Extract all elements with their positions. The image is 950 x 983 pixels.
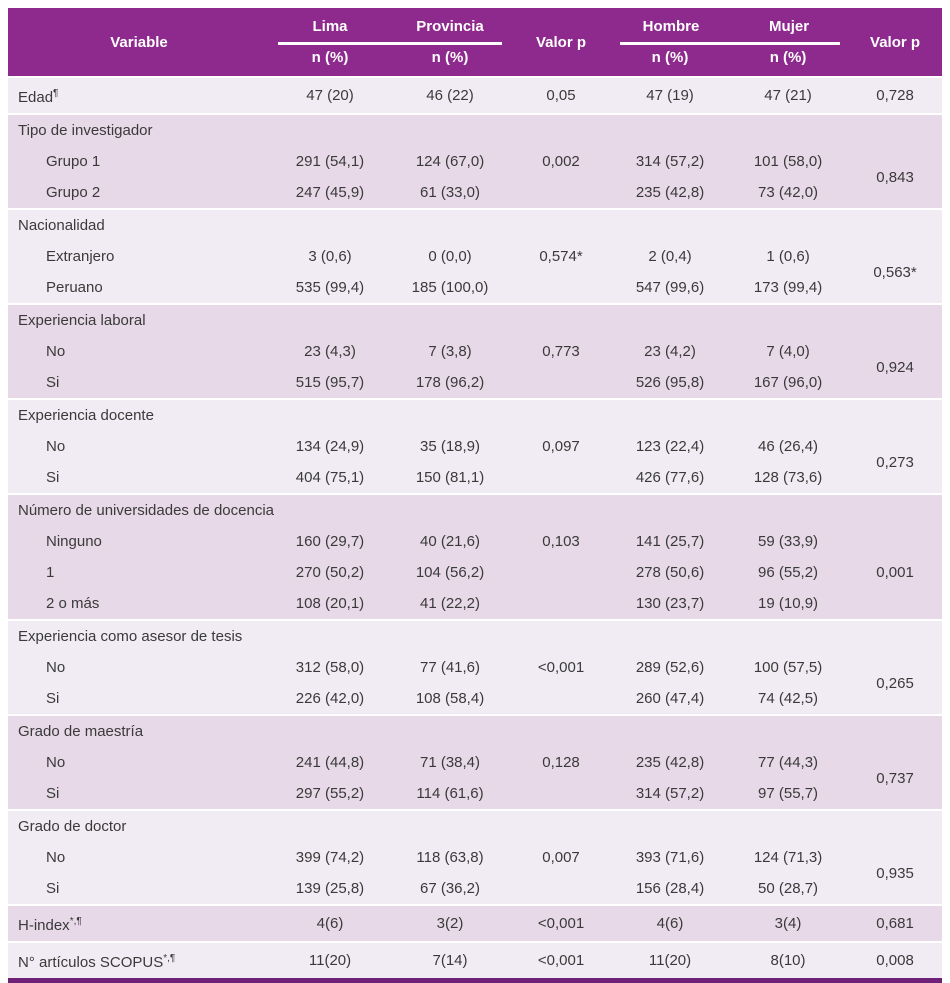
section-header-row [8, 304, 942, 336]
cell-mujer: 167 (96,0) [728, 367, 848, 399]
header-row-groups [8, 8, 942, 45]
row-label [8, 905, 270, 942]
cell-valor-p-1 [510, 177, 612, 209]
header-group-hombre-mujer [612, 8, 848, 45]
cell-provincia: 71 (38,4) [390, 747, 510, 778]
cell-valor-p-1: 0,773 [510, 336, 612, 367]
cell-valor-p-2: 0,008 [848, 942, 942, 981]
row-label: Si [8, 873, 270, 905]
section-label: Número de universidades de docencia [8, 494, 942, 526]
cell-valor-p-1: 0,574* [510, 241, 612, 272]
cell-mujer: 1 (0,6) [728, 241, 848, 272]
cell-provincia: 67 (36,2) [390, 873, 510, 905]
cell-lima: 108 (20,1) [270, 588, 390, 620]
cell-mujer: 128 (73,6) [728, 462, 848, 494]
cell-hombre: 393 (71,6) [612, 842, 728, 873]
table-row [8, 747, 942, 778]
cell-mujer: 96 (55,2) [728, 557, 848, 588]
header-group-lima-provincia [270, 8, 510, 45]
section-experiencia-docente [8, 399, 942, 494]
table-row [8, 77, 942, 114]
cell-lima: 270 (50,2) [270, 557, 390, 588]
row-label: No [8, 431, 270, 462]
cell-hombre: 2 (0,4) [612, 241, 728, 272]
row-label [8, 77, 270, 114]
cell-lima: 515 (95,7) [270, 367, 390, 399]
cell-hombre: 314 (57,2) [612, 778, 728, 810]
cell-provincia: 35 (18,9) [390, 431, 510, 462]
section-header-row [8, 209, 942, 241]
section-tipo-de-investigador [8, 114, 942, 209]
cell-mujer: 97 (55,7) [728, 778, 848, 810]
table-header [8, 8, 942, 77]
cell-valor-p-2: 0,728 [848, 77, 942, 114]
table-row [8, 146, 942, 177]
cell-lima: 47 (20) [270, 77, 390, 114]
table-row [8, 462, 942, 494]
cell-provincia: 114 (61,6) [390, 778, 510, 810]
cell-hombre: 23 (4,2) [612, 336, 728, 367]
row-label: Ninguno [8, 526, 270, 557]
table-row [8, 367, 942, 399]
cell-lima: 535 (99,4) [270, 272, 390, 304]
section-experiencia-asesor-tesis [8, 620, 942, 715]
cell-hombre: 130 (23,7) [612, 588, 728, 620]
section-header-row [8, 114, 942, 146]
cell-lima: 139 (25,8) [270, 873, 390, 905]
cell-provincia: 41 (22,2) [390, 588, 510, 620]
row-label: No [8, 652, 270, 683]
cell-provincia: 185 (100,0) [390, 272, 510, 304]
cell-valor-p-1: 0,103 [510, 526, 612, 557]
section-label: Nacionalidad [8, 209, 942, 241]
subheader-n-pct: n (%) [270, 45, 390, 77]
cell-lima: 312 (58,0) [270, 652, 390, 683]
section-grado-doctor [8, 810, 942, 905]
cell-lima: 134 (24,9) [270, 431, 390, 462]
cell-mujer: 124 (71,3) [728, 842, 848, 873]
row-label: No [8, 747, 270, 778]
table-row [8, 942, 942, 981]
cell-provincia: 150 (81,1) [390, 462, 510, 494]
table-row [8, 272, 942, 304]
cell-lima: 11(20) [270, 942, 390, 981]
section-grado-maestria [8, 715, 942, 810]
cell-lima: 247 (45,9) [270, 177, 390, 209]
cell-provincia: 178 (96,2) [390, 367, 510, 399]
cell-valor-p-2-merged: 0,924 [848, 336, 942, 399]
cell-valor-p-1 [510, 557, 612, 588]
cell-lima: 297 (55,2) [270, 778, 390, 810]
cell-provincia: 7 (3,8) [390, 336, 510, 367]
row-label: No [8, 336, 270, 367]
section-header-row [8, 494, 942, 526]
header-valor-p-1: Valor p [510, 8, 612, 77]
variable-name: H-index [18, 917, 70, 934]
cell-valor-p-2-merged: 0,563* [848, 241, 942, 304]
section-label: Grado de doctor [8, 810, 942, 842]
statistics-table [8, 8, 942, 983]
section-header-row [8, 715, 942, 747]
row-label: Extranjero [8, 241, 270, 272]
row-label: Si [8, 462, 270, 494]
cell-provincia: 46 (22) [390, 77, 510, 114]
table-row [8, 177, 942, 209]
cell-valor-p-2-merged: 0,265 [848, 652, 942, 715]
cell-valor-p-2-merged: 0,843 [848, 146, 942, 209]
row-label: 2 o más [8, 588, 270, 620]
header-variable: Variable [8, 8, 270, 77]
section-numero-universidades [8, 494, 942, 620]
cell-mujer: 74 (42,5) [728, 683, 848, 715]
footnote-marker: *,¶ [163, 953, 176, 964]
row-label: Si [8, 367, 270, 399]
cell-mujer: 77 (44,3) [728, 747, 848, 778]
table-row [8, 526, 942, 557]
cell-hombre: 314 (57,2) [612, 146, 728, 177]
cell-hombre: 547 (99,6) [612, 272, 728, 304]
cell-valor-p-1: <0,001 [510, 905, 612, 942]
table-row [8, 336, 942, 367]
cell-hombre: 235 (42,8) [612, 177, 728, 209]
table-row [8, 588, 942, 620]
cell-lima: 226 (42,0) [270, 683, 390, 715]
row-label: Grupo 2 [8, 177, 270, 209]
cell-hombre: 260 (47,4) [612, 683, 728, 715]
table-row [8, 905, 942, 942]
table-row [8, 683, 942, 715]
row-label: No [8, 842, 270, 873]
section-label: Experiencia docente [8, 399, 942, 431]
row-label: Peruano [8, 272, 270, 304]
cell-valor-p-2-merged: 0,935 [848, 842, 942, 905]
cell-lima: 291 (54,1) [270, 146, 390, 177]
subheader-n-pct: n (%) [612, 45, 728, 77]
cell-valor-p-1 [510, 367, 612, 399]
cell-hombre: 235 (42,8) [612, 747, 728, 778]
header-provincia: Provincia [416, 18, 484, 35]
table-row [8, 873, 942, 905]
cell-mujer: 46 (26,4) [728, 431, 848, 462]
section-label: Tipo de investigador [8, 114, 942, 146]
cell-provincia: 40 (21,6) [390, 526, 510, 557]
table-row [8, 431, 942, 462]
section-header-row [8, 399, 942, 431]
section-edad [8, 77, 942, 114]
cell-valor-p-1 [510, 462, 612, 494]
cell-valor-p-2-merged: 0,001 [848, 526, 942, 620]
row-label: Si [8, 683, 270, 715]
footnote-marker: *,¶ [69, 916, 82, 927]
cell-valor-p-1 [510, 778, 612, 810]
row-label: Grupo 1 [8, 146, 270, 177]
table-row [8, 652, 942, 683]
section-label: Experiencia como asesor de tesis [8, 620, 942, 652]
section-nacionalidad [8, 209, 942, 304]
cell-valor-p-2: 0,681 [848, 905, 942, 942]
section-header-row [8, 620, 942, 652]
cell-mujer: 59 (33,9) [728, 526, 848, 557]
header-mujer: Mujer [769, 18, 810, 35]
cell-valor-p-1 [510, 272, 612, 304]
cell-mujer: 7 (4,0) [728, 336, 848, 367]
cell-hombre: 278 (50,6) [612, 557, 728, 588]
subheader-n-pct: n (%) [728, 45, 848, 77]
table-row [8, 778, 942, 810]
cell-provincia: 61 (33,0) [390, 177, 510, 209]
cell-lima: 160 (29,7) [270, 526, 390, 557]
cell-lima: 404 (75,1) [270, 462, 390, 494]
row-label: 1 [8, 557, 270, 588]
cell-provincia: 104 (56,2) [390, 557, 510, 588]
cell-hombre: 141 (25,7) [612, 526, 728, 557]
section-label: Grado de maestría [8, 715, 942, 747]
cell-lima: 23 (4,3) [270, 336, 390, 367]
section-label: Experiencia laboral [8, 304, 942, 336]
variable-name: N° artículos SCOPUS [18, 954, 164, 971]
cell-lima: 4(6) [270, 905, 390, 942]
cell-valor-p-1: 0,05 [510, 77, 612, 114]
cell-valor-p-1: <0,001 [510, 652, 612, 683]
cell-mujer: 73 (42,0) [728, 177, 848, 209]
cell-valor-p-1: <0,001 [510, 942, 612, 981]
cell-valor-p-1: 0,002 [510, 146, 612, 177]
cell-provincia: 118 (63,8) [390, 842, 510, 873]
row-label: Si [8, 778, 270, 810]
cell-lima: 399 (74,2) [270, 842, 390, 873]
table-row [8, 241, 942, 272]
cell-provincia: 3(2) [390, 905, 510, 942]
cell-valor-p-2-merged: 0,737 [848, 747, 942, 810]
row-label [8, 942, 270, 981]
header-lima: Lima [312, 18, 348, 35]
cell-lima: 3 (0,6) [270, 241, 390, 272]
cell-mujer: 100 (57,5) [728, 652, 848, 683]
cell-provincia: 7(14) [390, 942, 510, 981]
cell-mujer: 47 (21) [728, 77, 848, 114]
cell-mujer: 19 (10,9) [728, 588, 848, 620]
cell-hombre: 156 (28,4) [612, 873, 728, 905]
cell-provincia: 0 (0,0) [390, 241, 510, 272]
footnote-marker: ¶ [53, 88, 59, 99]
cell-lima: 241 (44,8) [270, 747, 390, 778]
cell-valor-p-2-merged: 0,273 [848, 431, 942, 494]
cell-valor-p-1 [510, 588, 612, 620]
cell-hombre: 289 (52,6) [612, 652, 728, 683]
cell-provincia: 77 (41,6) [390, 652, 510, 683]
cell-valor-p-1: 0,097 [510, 431, 612, 462]
table-row [8, 842, 942, 873]
header-hombre: Hombre [642, 18, 700, 35]
cell-mujer: 173 (99,4) [728, 272, 848, 304]
variable-name: Edad [18, 89, 54, 106]
cell-valor-p-1: 0,128 [510, 747, 612, 778]
section-header-row [8, 810, 942, 842]
cell-provincia: 108 (58,4) [390, 683, 510, 715]
cell-hombre: 11(20) [612, 942, 728, 981]
cell-mujer: 50 (28,7) [728, 873, 848, 905]
cell-provincia: 124 (67,0) [390, 146, 510, 177]
subheader-n-pct: n (%) [390, 45, 510, 77]
cell-hombre: 123 (22,4) [612, 431, 728, 462]
cell-hombre: 526 (95,8) [612, 367, 728, 399]
cell-mujer: 101 (58,0) [728, 146, 848, 177]
cell-valor-p-1 [510, 873, 612, 905]
table-row [8, 557, 942, 588]
cell-hombre: 4(6) [612, 905, 728, 942]
cell-mujer: 3(4) [728, 905, 848, 942]
cell-hombre: 47 (19) [612, 77, 728, 114]
header-valor-p-2: Valor p [848, 8, 942, 77]
section-experiencia-laboral [8, 304, 942, 399]
cell-hombre: 426 (77,6) [612, 462, 728, 494]
cell-valor-p-1 [510, 683, 612, 715]
cell-valor-p-1: 0,007 [510, 842, 612, 873]
section-h-index [8, 905, 942, 942]
cell-mujer: 8(10) [728, 942, 848, 981]
section-articulos-scopus [8, 942, 942, 981]
